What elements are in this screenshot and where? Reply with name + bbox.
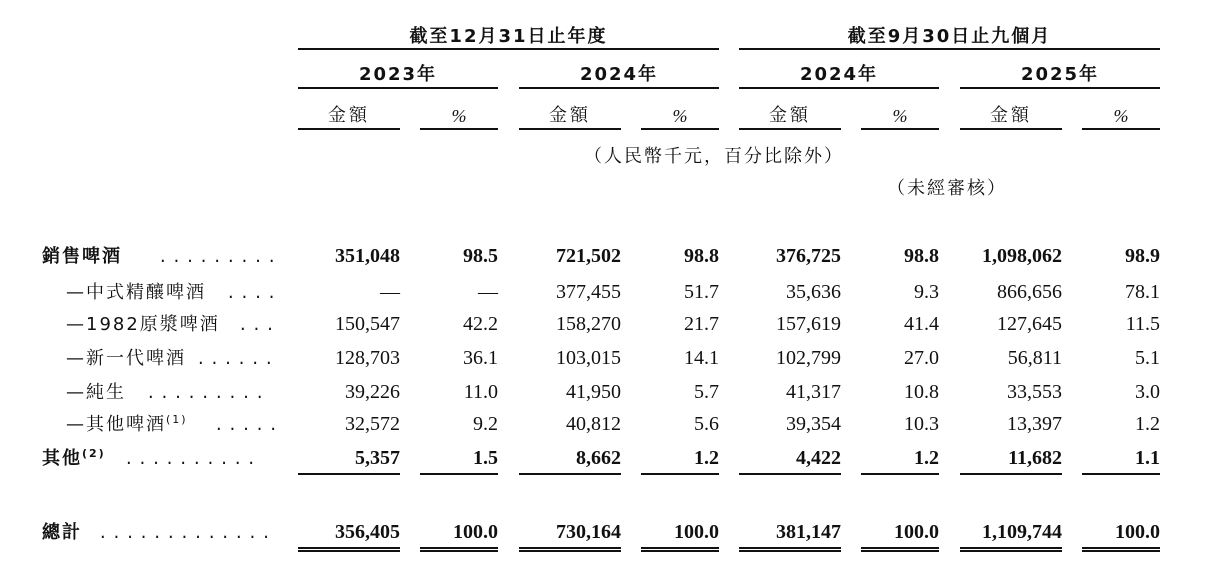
cell-value: 5.6 xyxy=(694,413,719,435)
total-double-rule xyxy=(861,547,939,552)
leader-dots: .... xyxy=(226,285,281,303)
cell-value: 9.3 xyxy=(914,281,939,303)
subtotal-rule xyxy=(739,473,841,475)
cell-value: 158,270 xyxy=(556,313,621,335)
col-rule xyxy=(298,128,400,130)
cell-value: 33,553 xyxy=(1007,381,1062,403)
year-header: 2025年 xyxy=(1020,64,1100,85)
cell-value: 4,422 xyxy=(796,447,841,469)
cell-value: 1.5 xyxy=(473,447,498,469)
col-pct-header: % xyxy=(892,106,908,126)
col-amount-header: 金額 xyxy=(990,105,1032,126)
cell-value: 5,357 xyxy=(355,447,400,469)
cell-value: 39,354 xyxy=(786,413,841,435)
col-rule xyxy=(861,128,939,130)
cell-value: 27.0 xyxy=(904,347,939,369)
col-rule xyxy=(420,128,498,130)
row-label: —純生 xyxy=(66,382,126,403)
cell-value: 100.0 xyxy=(1115,521,1160,543)
unit-note: （人民幣千元，百分比除外） xyxy=(584,146,844,167)
cell-value: 10.3 xyxy=(904,413,939,435)
cell-value: 78.1 xyxy=(1125,281,1160,303)
row-label: 總計 xyxy=(42,522,82,543)
subtotal-rule xyxy=(960,473,1062,475)
cell-value: 351,048 xyxy=(335,245,400,267)
cell-value: 128,703 xyxy=(335,347,400,369)
leader-dots: ...... xyxy=(196,351,278,369)
subtotal-rule xyxy=(641,473,719,475)
cell-value: 9.2 xyxy=(473,413,498,435)
leader-dots: .......... xyxy=(124,451,261,469)
cell-value: 377,455 xyxy=(556,281,621,303)
col-rule xyxy=(1082,128,1160,130)
year-header: 2024年 xyxy=(579,64,659,85)
row-label: —1982原漿啤酒 xyxy=(66,314,220,335)
cell-value: 98.8 xyxy=(904,245,939,267)
subtotal-rule xyxy=(298,473,400,475)
cell-value: 1.1 xyxy=(1135,447,1160,469)
subtotal-rule xyxy=(519,473,621,475)
year-header: 2023年 xyxy=(358,64,438,85)
year-rule xyxy=(960,87,1160,89)
cell-value: 1,109,744 xyxy=(982,521,1062,543)
cell-value: 51.7 xyxy=(684,281,719,303)
col-rule xyxy=(960,128,1062,130)
cell-value: 11,682 xyxy=(1008,447,1062,469)
row-label-text: —其他啤酒 xyxy=(66,414,166,435)
leader-dots: ......... xyxy=(158,249,281,267)
cell-value: 98.9 xyxy=(1125,245,1160,267)
cell-value: 32,572 xyxy=(345,413,400,435)
year-header: 2024年 xyxy=(799,64,879,85)
footnote-marker: (2) xyxy=(82,447,106,460)
total-double-rule xyxy=(420,547,498,552)
row-label xyxy=(42,447,106,469)
cell-value: 730,164 xyxy=(556,521,621,543)
cell-value: 376,725 xyxy=(776,245,841,267)
col-pct-header: % xyxy=(672,106,688,126)
cell-value: 39,226 xyxy=(345,381,400,403)
cell-value: 103,015 xyxy=(556,347,621,369)
cell-value: 11.0 xyxy=(463,381,498,403)
cell-value: — xyxy=(380,281,400,303)
cell-value: 98.5 xyxy=(463,245,498,267)
col-pct-header: % xyxy=(1113,106,1129,126)
col-amount-header: 金額 xyxy=(328,105,370,126)
leader-dots: ............. xyxy=(98,525,275,543)
cell-value: 356,405 xyxy=(335,521,400,543)
year-rule xyxy=(739,87,939,89)
cell-value: 866,656 xyxy=(997,281,1062,303)
header-rule xyxy=(739,48,1160,50)
total-double-rule xyxy=(519,547,621,552)
cell-value: 56,811 xyxy=(1007,347,1062,369)
row-label-text: 其他 xyxy=(42,448,82,469)
footnote-marker: (1) xyxy=(166,413,188,426)
cell-value: 721,502 xyxy=(556,245,621,267)
row-label xyxy=(66,413,188,435)
total-double-rule xyxy=(641,547,719,552)
col-rule xyxy=(641,128,719,130)
cell-value: 14.1 xyxy=(684,347,719,369)
cell-value: 1.2 xyxy=(1135,413,1160,435)
col-amount-header: 金額 xyxy=(769,105,811,126)
cell-value: 35,636 xyxy=(786,281,841,303)
total-double-rule xyxy=(739,547,841,552)
cell-value: 41,317 xyxy=(786,381,841,403)
leader-dots: ..... xyxy=(214,417,283,435)
col-pct-header: % xyxy=(451,106,467,126)
header-nine-months: 截至9月30日止九個月 xyxy=(847,26,1052,47)
cell-value: 21.7 xyxy=(684,313,719,335)
subtotal-rule xyxy=(861,473,939,475)
cell-value: 127,645 xyxy=(997,313,1062,335)
cell-value: 5.7 xyxy=(694,381,719,403)
leader-dots: ......... xyxy=(146,385,269,403)
total-double-rule xyxy=(1082,547,1160,552)
cell-value: 157,619 xyxy=(776,313,841,335)
cell-value: 42.2 xyxy=(463,313,498,335)
subtotal-rule xyxy=(1082,473,1160,475)
cell-value: 1.2 xyxy=(914,447,939,469)
cell-value: 100.0 xyxy=(453,521,498,543)
cell-value: 100.0 xyxy=(674,521,719,543)
row-label: 銷售啤酒 xyxy=(42,246,122,267)
row-label: —新一代啤酒 xyxy=(66,348,186,369)
cell-value: — xyxy=(478,281,498,303)
cell-value: 11.5 xyxy=(1125,313,1160,335)
year-rule xyxy=(519,87,719,89)
col-rule xyxy=(519,128,621,130)
cell-value: 40,812 xyxy=(566,413,621,435)
total-double-rule xyxy=(298,547,400,552)
row-label: —中式精釀啤酒 xyxy=(66,282,206,303)
header-rule xyxy=(298,48,719,50)
cell-value: 41,950 xyxy=(566,381,621,403)
header-fiscal-year: 截至12月31日止年度 xyxy=(409,26,608,47)
cell-value: 41.4 xyxy=(904,313,939,335)
cell-value: 1,098,062 xyxy=(982,245,1062,267)
cell-value: 3.0 xyxy=(1135,381,1160,403)
unaudited-note: （未經審核） xyxy=(887,178,1007,199)
cell-value: 1.2 xyxy=(694,447,719,469)
cell-value: 150,547 xyxy=(335,313,400,335)
cell-value: 98.8 xyxy=(684,245,719,267)
total-double-rule xyxy=(960,547,1062,552)
cell-value: 8,662 xyxy=(576,447,621,469)
cell-value: 13,397 xyxy=(1007,413,1062,435)
cell-value: 381,147 xyxy=(776,521,841,543)
cell-value: 36.1 xyxy=(463,347,498,369)
year-rule xyxy=(298,87,498,89)
col-amount-header: 金額 xyxy=(549,105,591,126)
leader-dots: ... xyxy=(238,317,279,335)
cell-value: 5.1 xyxy=(1135,347,1160,369)
cell-value: 10.8 xyxy=(904,381,939,403)
col-rule xyxy=(739,128,841,130)
cell-value: 100.0 xyxy=(894,521,939,543)
subtotal-rule xyxy=(420,473,498,475)
cell-value: 102,799 xyxy=(776,347,841,369)
